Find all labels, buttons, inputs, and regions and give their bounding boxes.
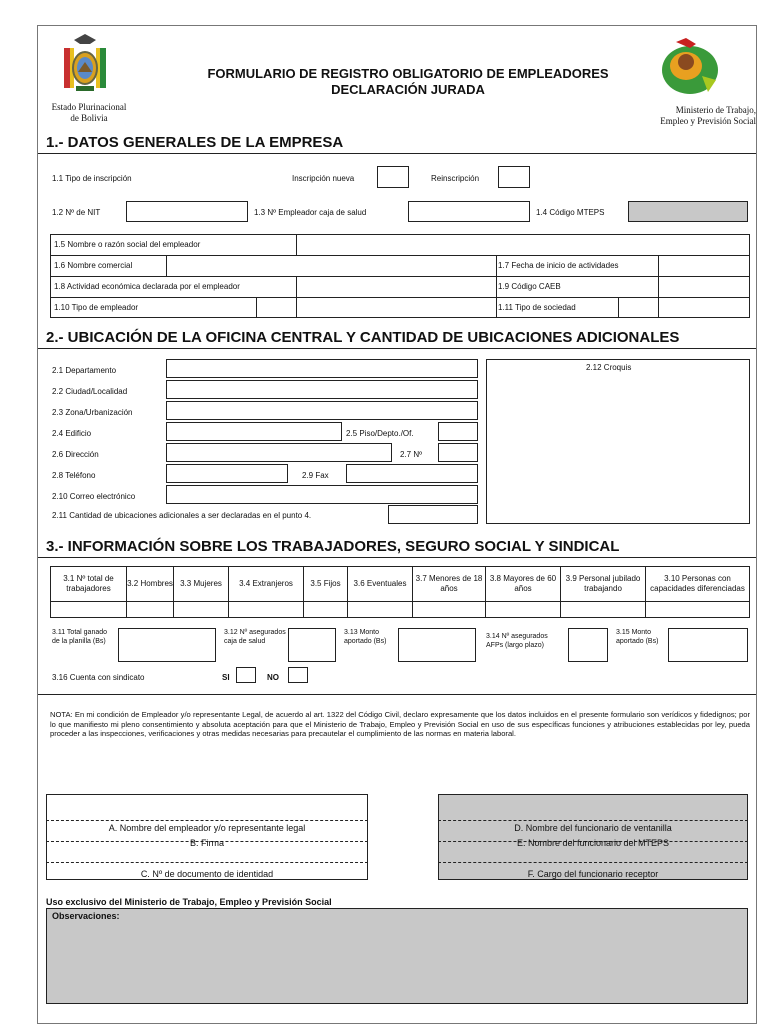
- codigo-caeb-field[interactable]: [660, 277, 748, 296]
- label-2-6: 2.6 Dirección: [52, 450, 99, 459]
- label-2-4: 2.4 Edificio: [52, 429, 92, 438]
- signature-box-right: [438, 794, 748, 880]
- th-3-3: 3.3 Mujeres: [173, 566, 229, 602]
- th-3-10: 3.10 Personas con capacidades diferenciadas: [645, 566, 750, 602]
- tipo-empleador-field[interactable]: [258, 298, 294, 317]
- label-sig-b: B. Firma: [189, 838, 224, 848]
- th-3-7: 3.7 Menores de 18 años: [412, 566, 486, 602]
- label-sig-c: C. Nº de documento de identidad: [140, 869, 274, 879]
- croquis-box[interactable]: [486, 359, 750, 524]
- asegurados-caja-field[interactable]: [288, 628, 336, 662]
- representante-signature-area[interactable]: [48, 796, 366, 818]
- th-3-2: 3.2 Hombres: [126, 566, 174, 602]
- label-3-13: 3.13 Monto aportado (Bs): [344, 629, 387, 645]
- label-1-7: 1.7 Fecha de inicio de actividades: [498, 261, 619, 270]
- label-2-7: 2.7 Nº: [400, 450, 423, 459]
- td-3-10[interactable]: [645, 601, 750, 618]
- numero-field[interactable]: [438, 443, 478, 462]
- label-reinscripcion: Reinscripción: [431, 174, 480, 183]
- razon-social-field[interactable]: [298, 235, 748, 254]
- bolivia-coat-of-arms-logo: [60, 34, 110, 102]
- label-2-11: 2.11 Cantidad de ubicaciones adicionales a ser declaradas en el punto 4.: [52, 511, 312, 520]
- td-3-7[interactable]: [412, 601, 486, 618]
- td-3-1[interactable]: [50, 601, 127, 618]
- total-ganado-field[interactable]: [118, 628, 216, 662]
- asegurados-afp-field[interactable]: [568, 628, 608, 662]
- th-3-6: 3.6 Eventuales: [347, 566, 413, 602]
- th-3-8: 3.8 Mayores de 60 años: [485, 566, 561, 602]
- label-1-1: 1.1 Tipo de inscripción: [52, 174, 132, 183]
- nota-text: NOTA: En mi condición de Empleador y/o representante Legal, de acuerdo al art. 1322 del Código Civil, declaro expresamente que los datos incluidos en el presente formulario son verídicos y fidedignos; por lo que manifiesto mi pleno consentimiento y absoluta aceptación para que el Ministerio de Trabajo, Empleo y Previsión Social en uso de sus específicas funciones y atribuciones establecidas por ley, pueda proceder a las inspecciones, verificaciones y otras medidas necesarias para precautelar el cumplimiento de las normas en materia laboral.: [50, 710, 750, 738]
- fecha-inicio-field[interactable]: [660, 256, 748, 275]
- label-sig-d: D. Nombre del funcionario de ventanilla: [514, 823, 672, 833]
- label-1-8: 1.8 Actividad económica declarada por el empleador: [54, 282, 240, 291]
- right-org-line2: Empleo y Previsión Social: [660, 116, 756, 126]
- trabajadores-table: [50, 566, 750, 618]
- label-1-5: 1.5 Nombre o razón social del empleador: [54, 240, 201, 249]
- label-2-1: 2.1 Departamento: [52, 366, 117, 375]
- label-sig-f: F. Cargo del funcionario receptor: [527, 869, 659, 879]
- left-org-line1: Estado Plurinacional: [51, 102, 127, 112]
- th-3-1: 3.1 Nº total de trabajadores: [50, 566, 127, 602]
- fax-field[interactable]: [346, 464, 478, 483]
- ministry-logo: [656, 36, 724, 100]
- label-2-9: 2.9 Fax: [302, 471, 329, 480]
- td-3-6[interactable]: [347, 601, 413, 618]
- left-org-line2: de Bolivia: [70, 113, 108, 123]
- td-3-3[interactable]: [173, 601, 229, 618]
- sindicato-no-checkbox[interactable]: [288, 667, 308, 683]
- inscripcion-nueva-checkbox[interactable]: [377, 166, 409, 188]
- label-3-11: 3.11 Total ganado de la planilla (Bs): [52, 629, 108, 645]
- label-1-2: 1.2 Nº de NIT: [52, 208, 101, 217]
- label-sig-e: E. Nombre del funcionario del MTEPS: [516, 838, 670, 848]
- telefono-field[interactable]: [166, 464, 288, 483]
- label-inscripcion-nueva: Inscripción nueva: [292, 174, 355, 183]
- label-3-14: 3.14 Nº asegurados AFPs (largo plazo): [486, 633, 548, 649]
- label-sig-a: A. Nombre del empleador y/o representante legal: [108, 823, 306, 833]
- ubicaciones-adicionales-field[interactable]: [388, 505, 478, 524]
- direccion-field[interactable]: [166, 443, 392, 462]
- td-3-8[interactable]: [485, 601, 561, 618]
- label-2-3: 2.3 Zona/Urbanización: [52, 408, 133, 417]
- label-2-10: 2.10 Correo electrónico: [52, 492, 136, 501]
- td-3-2[interactable]: [126, 601, 174, 618]
- label-1-4: 1.4 Código MTEPS: [536, 208, 605, 217]
- sindicato-si-checkbox[interactable]: [236, 667, 256, 683]
- actividad-economica-field[interactable]: [298, 277, 494, 296]
- label-no: NO: [267, 673, 279, 682]
- label-3-12: 3.12 Nº asegurados caja de salud: [224, 629, 286, 645]
- section1-title: 1.- DATOS GENERALES DE LA EMPRESA: [46, 134, 344, 151]
- label-1-9: 1.9 Código CAEB: [498, 282, 561, 291]
- label-2-5: 2.5 Piso/Depto./Of.: [346, 429, 414, 438]
- label-2-2: 2.2 Ciudad/Localidad: [52, 387, 128, 396]
- zona-field[interactable]: [166, 401, 478, 420]
- ciudad-field[interactable]: [166, 380, 478, 399]
- nombre-comercial-field[interactable]: [168, 256, 494, 275]
- reinscripcion-checkbox[interactable]: [498, 166, 530, 188]
- label-3-16: 3.16 Cuenta con sindicato: [52, 673, 145, 682]
- piso-field[interactable]: [438, 422, 478, 441]
- monto-aportado-2-field[interactable]: [668, 628, 748, 662]
- caja-salud-field[interactable]: [408, 201, 530, 222]
- departamento-field[interactable]: [166, 359, 478, 378]
- right-org-line1: Ministerio de Trabajo,: [675, 105, 756, 115]
- edificio-field[interactable]: [166, 422, 342, 441]
- th-3-5: 3.5 Fijos: [303, 566, 348, 602]
- td-3-9[interactable]: [560, 601, 646, 618]
- observaciones-label: Observaciones:: [52, 911, 120, 921]
- label-1-3: 1.3 Nº Empleador caja de salud: [254, 208, 367, 217]
- th-3-4: 3.4 Extranjeros: [228, 566, 304, 602]
- form-page: [37, 25, 757, 1024]
- label-2-8: 2.8 Teléfono: [52, 471, 96, 480]
- td-3-4[interactable]: [228, 601, 304, 618]
- codigo-mteps-field: [628, 201, 748, 222]
- form-subtitle: DECLARACIÓN JURADA: [331, 82, 485, 97]
- form-title: FORMULARIO DE REGISTRO OBLIGATORIO DE EMPLEADORES: [207, 66, 609, 81]
- uso-exclusivo-label: Uso exclusivo del Ministerio de Trabajo, Empleo y Previsión Social: [46, 897, 332, 907]
- label-2-12: 2.12 Croquis: [586, 363, 632, 372]
- observaciones-box: [46, 908, 748, 1004]
- monto-aportado-1-field[interactable]: [398, 628, 476, 662]
- label-si: SI: [222, 673, 230, 682]
- label-1-11: 1.11 Tipo de sociedad: [498, 303, 576, 312]
- th-3-9: 3.9 Personal jubilado trabajando: [560, 566, 646, 602]
- section3-title: 3.- INFORMACIÓN SOBRE LOS TRABAJADORES, SEGURO SOCIAL Y SINDICAL: [46, 538, 620, 555]
- tipo-sociedad-field[interactable]: [620, 298, 656, 317]
- correo-field[interactable]: [166, 485, 478, 504]
- label-1-6: 1.6 Nombre comercial: [54, 261, 133, 270]
- label-3-15: 3.15 Monto aportado (Bs): [616, 629, 659, 645]
- label-1-10: 1.10 Tipo de empleador: [54, 303, 139, 312]
- nit-field[interactable]: [126, 201, 248, 222]
- section2-title: 2.- UBICACIÓN DE LA OFICINA CENTRAL Y CANTIDAD DE UBICACIONES ADICIONALES: [46, 329, 680, 346]
- td-3-5[interactable]: [303, 601, 348, 618]
